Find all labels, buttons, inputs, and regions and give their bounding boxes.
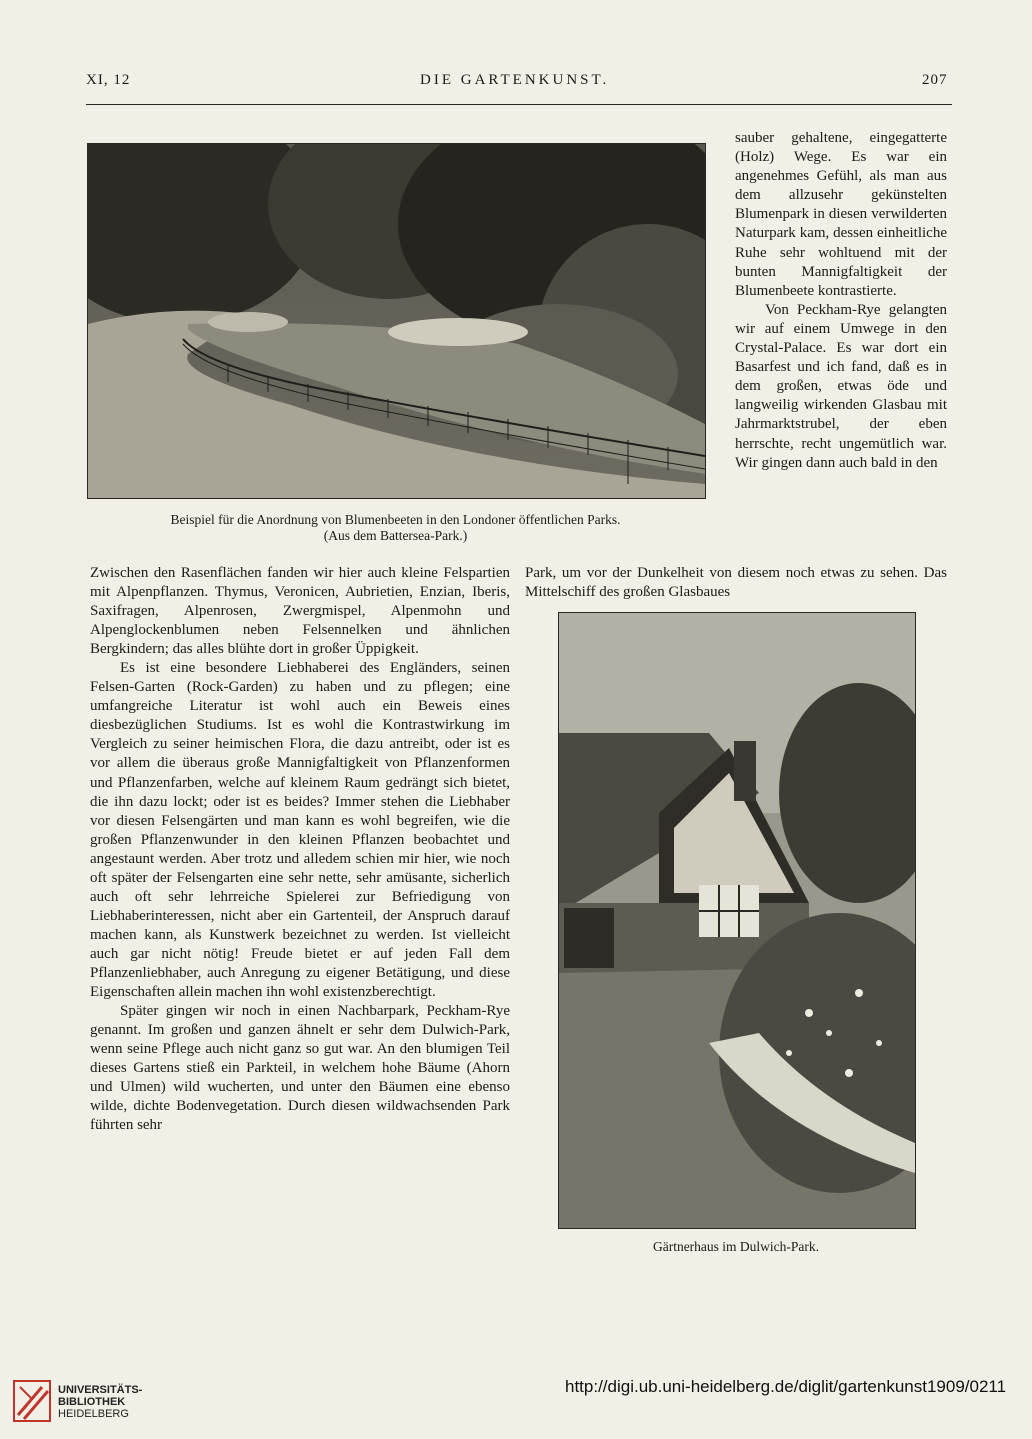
figure2-caption: Gärtnerhaus im Dulwich-Park. [652,1239,820,1254]
right-column-continuation [525,564,947,602]
park-photo-illustration [88,144,705,498]
photo-battersea-park [87,143,706,499]
library-name [58,1384,142,1420]
page-header-title: DIE GARTENKUNST. [420,72,610,88]
library-emblem-icon [12,1375,54,1427]
figure1-caption-line1: Beispiel für die Anordnung von Blumenbeeten in den Londoner öffentlichen Parks. [170,512,621,527]
paragraph: Es ist eine besondere Liebhaberei des Engländers, seinen Felsen-Garten (Rock-Garden) zu haben und zu pflegen; eine umfangreiche Literatur ist wohl auch ein Beweis eines diesbezüglichen Studiums. Ist es wohl die Kontrastwirkung im Vergleich zu seiner heimischen Flora, die dazu antreibt, oder ist es vor allem die überaus große Mannigfaltigkeit von Pflanzenformen und Pflanzenfarben, welche auf kleinem Raum gedrängt sich bietet, die ihn dazu lockt; oder ist es beides? Immer stehen die Liebhaber vor diesen Felsengärten und man kann es wohl begreifen, wie die großen Pflanzenwunder in den kleinen Pflanzen beobachtet und angestaunt werden. Aber trotz und alledem schien mir hier, wie noch oft später der Felsengarten eine sehr nette, sehr amüsante, sicherlich auch oft sehr lehrreiche Spielerei zur Befriedigung von Liebhaberinteressen, nicht aber ein Gartenteil, der Anspruch darauf machen kann, als Kunstwerk bezeichnet zu werden. Ist vielleicht auch gar nicht nötig! Freude bietet er auf jeden Fall dem Pflanzenliebhaber, auch Anregung zu eigener Betätigung, und diese Eigenschaften allein machen ihn wohl existenzberechtigt. [90,660,510,1001]
right-column-top [735,129,947,473]
university-library-logo [12,1375,54,1432]
paragraph: Später gingen wir noch in einen Nachbarpark, Peckham-Rye genannt. Im großen und ganzen ähnelt er sehr dem Dulwich-Park, wenn seine Pflege auch nicht ganz so gut war. An den blumigen Teil dieses Gartens stieß ein Parkteil, in welchem hohe Bäume (Ahorn und Ulmen) wild wucherten, und unter den Bäumen eine ebenso wilde, dichte Bodenvegetation. Durch diesen wildwachsenden Park führten sehr [90,1003,510,1134]
paragraph: Zwischen den Rasenflächen fanden wir hier auch kleine Felspartien mit Alpenpflanzen. Thymus, Veronicen, Aubrietien, Enzian, Iberis, Saxifragen, Alpenrosen, Zwergmispel, Alpenmohn und Alpenglockenblumen neben Felsennelken und ähnlichen Bergkindern; das alles blühte dort in großer Üppigkeit. [90,565,510,658]
library-name-line1: UNIVERSITÄTS- [58,1384,143,1396]
left-column [90,564,510,1135]
paragraph: Park, um vor der Dunkelheit von diesem noch etwas zu sehen. Das Mittelschiff des großen Glasbaues [525,565,947,600]
page-number: 207 [922,72,948,88]
house-photo-illustration [559,613,915,1228]
page-header-volume: XI, 12 [86,72,131,88]
source-url-link[interactable]: http://digi.ub.uni-heidelberg.de/diglit/gartenkunst1909/0211 [565,1377,1007,1396]
header-rule [86,104,952,105]
library-name-line3: HEIDELBERG [58,1408,129,1420]
figure1-caption-line2: (Aus dem Battersea-Park.) [323,528,468,543]
library-name-line2: BIBLIOTHEK [58,1396,126,1408]
photo-gardener-house [558,612,916,1229]
paragraph: Von Peckham-Rye gelangten wir auf einem Umwege in den Crystal-Palace. Es war dort ein Basarfest und ich fand, daß es in dem großen, etwas öde und langweilig wirkenden Glasbau mit Jahrmarktstrubel, der eben herrschte, recht ungemütlich war. Wir gingen dann auch bald in den [735,301,947,471]
paragraph: sauber gehaltene, eingegatterte (Holz) Wege. Es war ein angenehmes Gefühl, als man aus dem allzusehr gekünstelten Blumenpark in diesen verwilderten Naturpark kam, dessen einheitliche Ruhe sehr wohltuend mit der bunten Mannigfaltigkeit der Blumenbeete kontrastierte. [735,130,947,299]
